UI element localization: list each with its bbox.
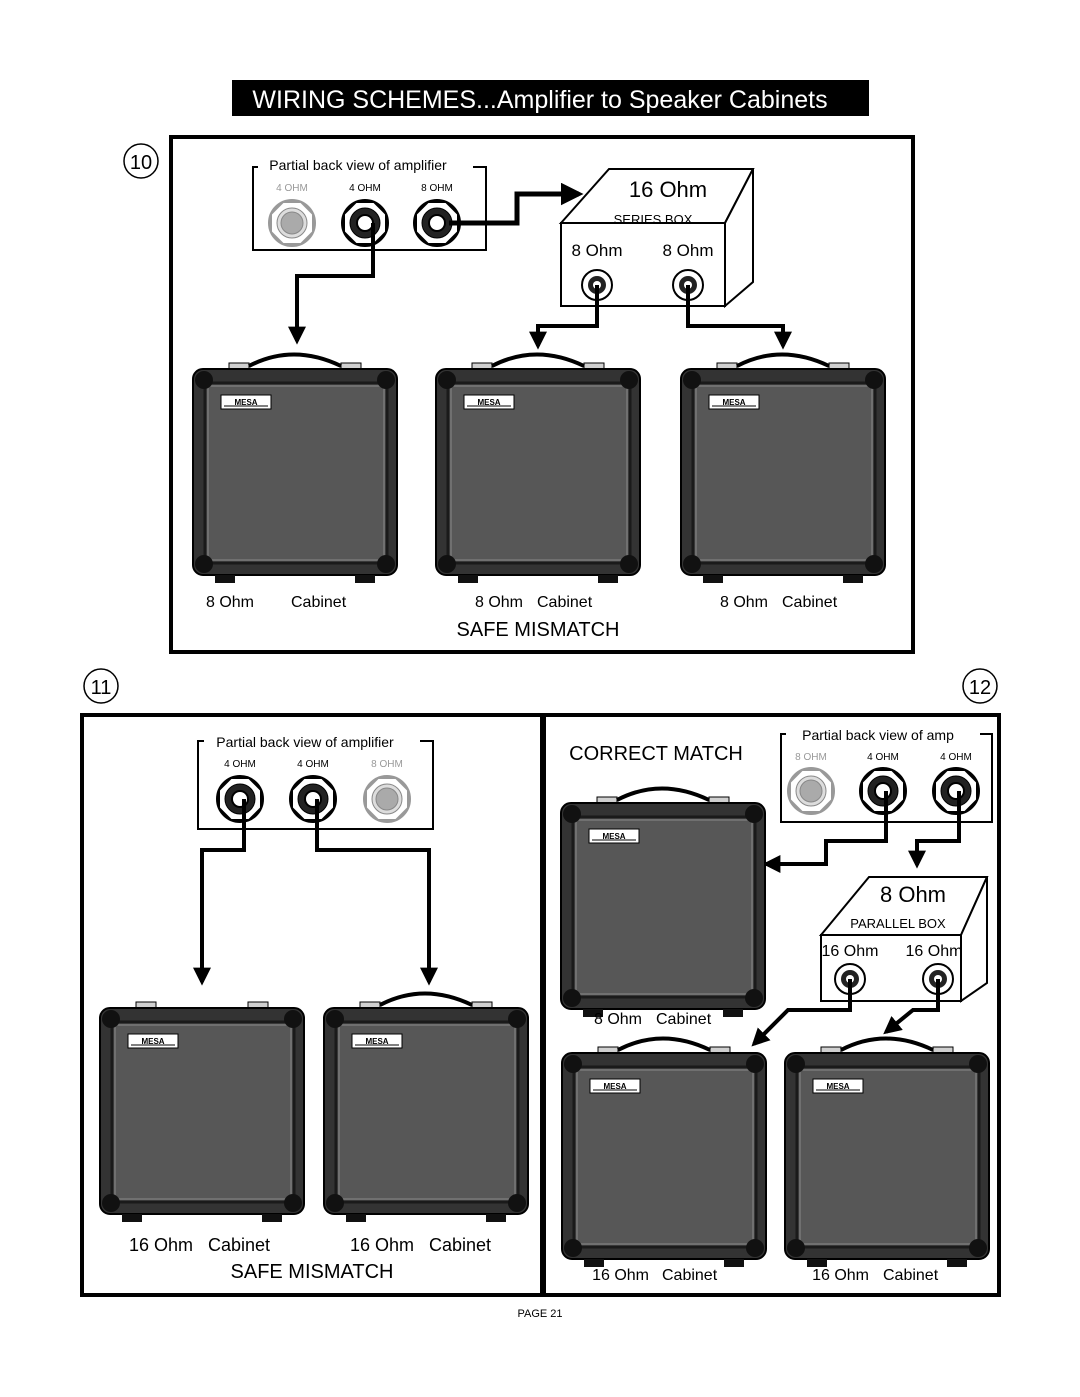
output-jack-icon (342, 200, 388, 246)
jack-label: 8 OHM (371, 759, 403, 770)
cabinet-label: Cabinet (291, 594, 347, 611)
speaker-cabinet (324, 994, 528, 1223)
scheme-number: 11 (90, 677, 112, 699)
mesa-logo: MESA (141, 1037, 165, 1046)
output-jack-unused-icon (364, 776, 410, 822)
box-jack-label: 8 Ohm (662, 241, 714, 260)
amp-caption: Partial back view of amplifier (216, 734, 394, 750)
cabinet-label: Cabinet (208, 1235, 271, 1255)
box-label: SERIES BOX (613, 212, 693, 227)
cabinet-ohm: 8 Ohm (205, 594, 254, 611)
cabinet-ohm: 8 Ohm (593, 1011, 642, 1028)
jack-label: 4 OHM (224, 759, 256, 770)
box-label: PARALLEL BOX (850, 916, 946, 931)
scheme-11-panel (82, 669, 542, 1295)
page-title: WIRING SCHEMES...Amplifier to Speaker Cabinets (252, 86, 828, 114)
scheme-number: 12 (968, 677, 992, 699)
cabinet-ohm: 16 Ohm (349, 1235, 414, 1255)
output-jack-unused-icon (269, 200, 315, 246)
speaker-cabinet (436, 355, 640, 584)
box-impedance: 16 Ohm (628, 177, 708, 202)
box-impedance: 8 Ohm (879, 882, 947, 907)
mesa-logo: MESA (602, 832, 626, 841)
scheme-number: 10 (129, 152, 153, 174)
cabinet-ohm: 16 Ohm (592, 1267, 649, 1284)
cabinet-ohm: 16 Ohm (812, 1267, 869, 1284)
cabinet-label: Cabinet (782, 594, 838, 611)
output-jack-icon (860, 768, 906, 814)
output-jack-icon (290, 776, 336, 822)
speaker-cabinet (193, 355, 397, 584)
box-jack-label: 16 Ohm (905, 943, 963, 960)
cabinet-ohm: 16 Ohm (128, 1235, 193, 1255)
jack-label: 4 OHM (276, 183, 308, 194)
mesa-logo: MESA (234, 398, 258, 407)
box-jack-label: 8 Ohm (571, 241, 623, 260)
cabinet-label: Cabinet (656, 1011, 712, 1028)
cabinet-ohm: 8 Ohm (719, 594, 768, 611)
mesa-logo: MESA (826, 1082, 850, 1091)
speaker-cabinet (561, 789, 765, 1018)
page-number: PAGE 21 (517, 1308, 563, 1320)
jack-label: 8 OHM (795, 752, 827, 763)
output-jack-unused-icon (788, 768, 834, 814)
cabinet-label: Cabinet (429, 1235, 492, 1255)
speaker-cabinet (100, 1002, 304, 1222)
mesa-logo: MESA (477, 398, 501, 407)
speaker-cabinet (562, 1039, 766, 1268)
amp-caption: Partial back view of amplifier (269, 157, 447, 173)
output-jack-icon (933, 768, 979, 814)
jack-label: 4 OHM (940, 752, 972, 763)
scheme-10-panel (124, 137, 913, 652)
verdict: CORRECT MATCH (569, 743, 743, 765)
cabinet-label: Cabinet (662, 1267, 718, 1284)
output-jack-icon (217, 776, 263, 822)
box-jack-label: 16 Ohm (821, 943, 879, 960)
jack-label: 4 OHM (349, 183, 381, 194)
speaker-cabinet (681, 355, 885, 584)
amp-caption: Partial back view of amp (802, 727, 954, 743)
jack-label: 4 OHM (297, 759, 329, 770)
cabinet-ohm: 8 Ohm (474, 594, 523, 611)
verdict: SAFE MISMATCH (456, 619, 620, 641)
jack-label: 4 OHM (867, 752, 899, 763)
mesa-logo: MESA (365, 1037, 389, 1046)
jack-label: 8 OHM (421, 183, 453, 194)
cabinet-label: Cabinet (883, 1267, 939, 1284)
speaker-cable (202, 799, 244, 982)
verdict: SAFE MISMATCH (230, 1261, 394, 1283)
cabinet-label: Cabinet (537, 594, 593, 611)
speaker-cabinet (785, 1039, 989, 1268)
speaker-cable (317, 799, 429, 982)
mesa-logo: MESA (603, 1082, 627, 1091)
mesa-logo: MESA (722, 398, 746, 407)
scheme-12-panel (544, 669, 999, 1295)
speaker-cable (449, 194, 579, 223)
